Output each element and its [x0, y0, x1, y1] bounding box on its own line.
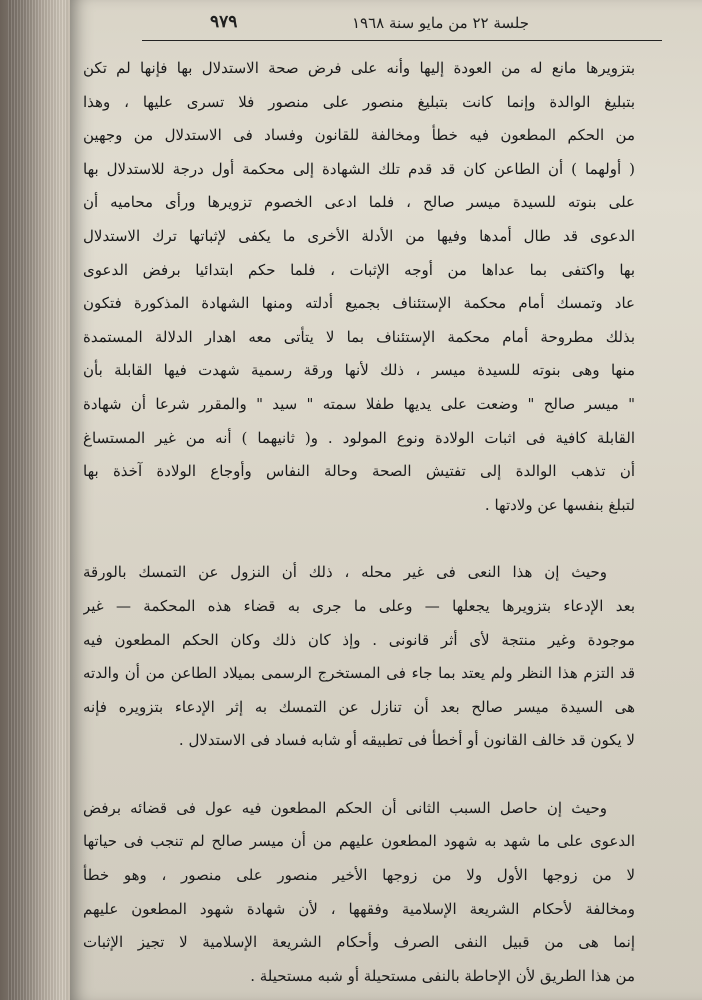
text-line: منها وهى بنوته للسيدة ميسر ، ذلك لأنها ورقة رسمية شهدت فيها القابلة بأن — [83, 361, 635, 380]
text-line: هى السيدة ميسر صالح بعد أن تنازل عن التمسك به إثر الإدعاء بتزويره فإنه — [83, 697, 635, 716]
text-line: القابلة كافية فى اثبات الولادة ونوع المولود . و( ثانيهما ) أنه من غير المستساغ — [83, 428, 635, 447]
text-line: قد التزم هذا النظر ولم يعتد بما جاء فى المستخرج الرسمى بميلاد الطاعن من أن والدته — [83, 664, 635, 683]
text-line: " ميسر صالح " وضعت على يديها طفلا سمته " سيد " والمقرر شرعا أن شهادة — [83, 394, 635, 413]
page-header — [142, 12, 662, 41]
book-page-edges — [0, 0, 78, 1000]
text-line: ( أولهما ) أن الطاعن كان قد قدم تلك الشهادة إلى محكمة أول درجة للاستدلال بها — [83, 159, 635, 178]
page-number: ٩٧٩ — [210, 12, 238, 32]
text-line: من الحكم المطعون فيه خطأ ومخالفة للقانون وفساد فى الاستدلال من وجهين — [83, 126, 635, 145]
text-line: أن تذهب الوالدة إلى تفتيش الصحة وحالة النفاس وأوجاع الولادة آخذة بها — [83, 462, 635, 481]
text-line: بتبليغ الوالدة وإنما كانت بتبليغ منصور على منصور فلا تسرى عليها ، وهذا — [83, 92, 635, 111]
paragraph-2 — [83, 556, 635, 758]
text-line: لا يكون قد خالف القانون أو أخطأ فى تطبيقه أو شابه فساد فى الاستدلال . — [178, 731, 635, 750]
running-head: جلسة ٢٢ من مايو سنة ١٩٦٨ — [352, 14, 529, 32]
text-line: وحيث إن حاصل السبب الثانى أن الحكم المطعون فيه عول فى قضائه برفض — [83, 798, 607, 817]
text-line: بها واكتفى بما عداها من أوجه الإثبات ، فلما حكم ابتدائيا برفض الدعوى — [83, 260, 635, 279]
text-line: وحيث إن هذا النعى فى غير محله ، ذلك أن النزول عن التمسك بالورقة — [83, 563, 607, 582]
text-line: بتزويرها مانع له من العودة إليها وأنه على فرض صحة الاستدلال بها فإنها لم تكن — [83, 59, 635, 77]
text-line: ومخالفة لأحكام الشريعة الإسلامية وفقهها ، لأن شهادة شهود المطعون عليهم — [83, 899, 635, 918]
paragraph-1 — [83, 52, 635, 522]
text-line: على بنوته للسيدة ميسر صالح ، فلما ادعى الخصوم تزويرها ورأى محاميه أن — [83, 193, 635, 212]
paragraph-3 — [83, 792, 635, 994]
text-line: بعد الإدعاء بتزويرها يجعلها — وعلى ما جرى به قضاء هذه المحكمة — غير — [83, 596, 635, 615]
page-body — [83, 52, 635, 993]
text-line: بذلك مطروحة أمام محكمة الإستئناف بما لا يتأتى معه اهدار الدلالة المستمدة — [83, 327, 635, 346]
text-line: موجودة وغير منتجة لأى أثر قانونى . وإذ كان ذلك وكان الحكم المطعون فيه — [83, 630, 635, 649]
text-line: إنما هى من قبيل النفى الصرف وأحكام الشريعة الإسلامية لا تجيز الإثبات — [83, 933, 635, 952]
text-line: من هذا الطريق لأن الإحاطة بالنفى مستحيلة أو شبه مستحيلة . — [250, 966, 635, 985]
text-line: لا من زوجها الأول ولا من زوجها الأخير منصور على منصور ، وهو خطأ — [83, 866, 635, 885]
text-line: عاد وتمسك أمام محكمة الإستئناف بجميع أدلته ومنها الشهادة المذكورة فتكون — [83, 294, 635, 313]
text-line: الدعوى قد طال أمدها وفيها من الأدلة الأخرى ما يكفى لإثباتها ترك الاستدلال — [83, 226, 635, 245]
text-line: لتبلغ بنفسها عن ولادتها . — [484, 495, 635, 514]
text-line: الدعوى على ما شهد به شهود المطعون عليهم من أن ميسر صالح لم تنجب فى حياتها — [83, 832, 635, 851]
